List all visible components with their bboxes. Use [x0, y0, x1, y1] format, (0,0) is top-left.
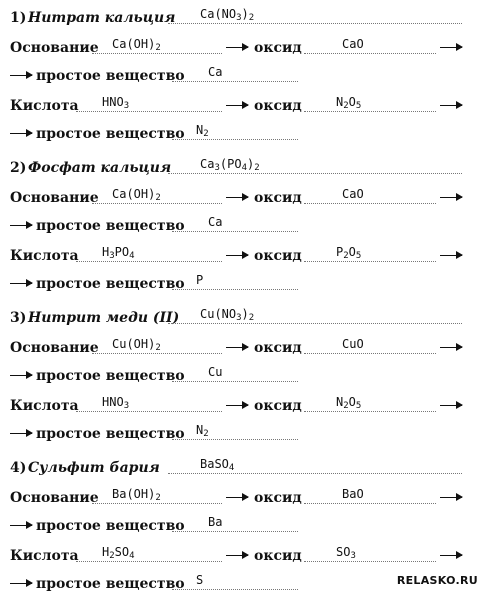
base-row — [0, 488, 484, 508]
acid-oxide-formula: $N_2O_5$ — [336, 95, 362, 111]
answer-line — [76, 411, 222, 412]
acid-row — [0, 546, 484, 566]
base-oxide-formula: CaO — [342, 37, 364, 51]
base-label: Основание — [10, 190, 99, 206]
answer-line — [304, 261, 436, 262]
acid-formula: $H_2SO_4$ — [102, 545, 135, 561]
acid-simple-formula: P — [196, 273, 204, 287]
acid-label: Кислота — [10, 248, 79, 264]
compound-name: Сульфит бария — [28, 460, 160, 476]
arrow-icon — [10, 75, 32, 76]
base-row — [0, 38, 484, 58]
base-simple-formula: Cu — [208, 365, 223, 379]
simple-substance-label: простое вещество — [36, 576, 185, 591]
arrow-icon — [440, 405, 462, 406]
simple-substance-label: простое вещество — [36, 518, 185, 534]
arrow-icon — [440, 555, 462, 556]
arrow-icon — [226, 555, 248, 556]
arrow-icon — [10, 283, 32, 284]
compound-title-row — [0, 308, 484, 328]
arrow-icon — [440, 197, 462, 198]
answer-line — [168, 473, 462, 474]
answer-line — [304, 353, 436, 354]
answer-line — [172, 139, 298, 140]
salt-formula: $Ca(NO_3)_2$ — [200, 7, 255, 23]
acid-label: Кислота — [10, 98, 79, 114]
arrow-icon — [226, 105, 248, 106]
simple-substance-label: простое вещество — [36, 126, 185, 142]
answer-line — [76, 111, 222, 112]
base-formula: $Ba(OH)_2$ — [112, 487, 161, 503]
acid-simple-row — [0, 424, 484, 444]
answer-line — [76, 561, 222, 562]
salt-formula: BaSO$_4$ — [200, 457, 235, 473]
base-oxide-formula: BaO — [342, 487, 364, 501]
base-row — [0, 338, 484, 358]
base-oxide-formula: CaO — [342, 187, 364, 201]
answer-line — [304, 411, 436, 412]
compound-name: Нитрит меди (II) — [28, 310, 180, 326]
base-oxide-formula: CuO — [342, 337, 364, 351]
answer-line — [304, 503, 436, 504]
answer-line — [172, 439, 298, 440]
acid-oxide-formula: $P_2O_5$ — [336, 245, 362, 261]
base-simple-row — [0, 516, 484, 536]
watermark-logo: RELASKO.RU — [396, 574, 478, 587]
oxide-label: оксид — [254, 548, 302, 564]
answer-line — [172, 81, 298, 82]
compound-name: Фосфат кальция — [28, 160, 172, 176]
arrow-icon — [226, 497, 248, 498]
acid-row — [0, 246, 484, 266]
answer-line — [304, 561, 436, 562]
base-formula: $Ca(OH)_2$ — [112, 187, 161, 203]
answer-line — [172, 381, 298, 382]
acid-simple-row — [0, 274, 484, 294]
acid-row — [0, 96, 484, 116]
compound-title-row — [0, 8, 484, 28]
item-number: 3) — [10, 310, 27, 326]
base-row — [0, 188, 484, 208]
item-number: 1) — [10, 10, 27, 26]
answer-line — [92, 353, 222, 354]
base-formula: $Ca(OH)_2$ — [112, 37, 161, 53]
arrow-icon — [10, 375, 32, 376]
acid-simple-formula: S — [196, 573, 204, 587]
answer-line — [304, 53, 436, 54]
arrow-icon — [10, 225, 32, 226]
answer-line — [304, 203, 436, 204]
base-simple-formula: Ba — [208, 515, 223, 529]
item-number: 2) — [10, 160, 27, 176]
base-simple-row — [0, 366, 484, 386]
salt-formula: $Ca_3(PO_4)_2$ — [200, 157, 260, 173]
arrow-icon — [440, 47, 462, 48]
answer-line — [92, 503, 222, 504]
oxide-label: оксид — [254, 248, 302, 264]
oxide-label: оксид — [254, 398, 302, 414]
acid-oxide-formula: $N_2O_5$ — [336, 395, 362, 411]
arrow-icon — [440, 497, 462, 498]
answer-line — [172, 289, 298, 290]
acid-simple-formula: $N_2$ — [196, 123, 209, 139]
arrow-icon — [226, 405, 248, 406]
compound-title-row — [0, 158, 484, 178]
base-label: Основание — [10, 40, 99, 56]
acid-row — [0, 396, 484, 416]
arrow-icon — [440, 347, 462, 348]
compound-name: Нитрат кальция — [28, 10, 176, 26]
arrow-icon — [10, 133, 32, 134]
base-label: Основание — [10, 340, 99, 356]
simple-substance-label: простое вещество — [36, 426, 185, 442]
base-formula: $Cu(OH)_2$ — [112, 337, 161, 353]
answer-line — [172, 531, 298, 532]
oxide-label: оксид — [254, 340, 302, 356]
answer-line — [168, 323, 462, 324]
answer-line — [172, 589, 298, 590]
answer-line — [92, 53, 222, 54]
arrow-icon — [440, 105, 462, 106]
acid-formula: $H_3PO_4$ — [102, 245, 135, 261]
acid-formula: $HNO_3$ — [102, 95, 130, 111]
arrow-icon — [10, 583, 32, 584]
acid-formula: $HNO_3$ — [102, 395, 130, 411]
base-simple-row — [0, 66, 484, 86]
salt-formula: $Cu(NO_3)_2$ — [200, 307, 255, 323]
oxide-label: оксид — [254, 190, 302, 206]
arrow-icon — [226, 347, 248, 348]
simple-substance-label: простое вещество — [36, 68, 185, 84]
base-simple-row — [0, 216, 484, 236]
arrow-icon — [440, 255, 462, 256]
arrow-icon — [226, 197, 248, 198]
acid-label: Кислота — [10, 548, 79, 564]
answer-line — [168, 23, 462, 24]
acid-simple-row — [0, 124, 484, 144]
base-simple-formula: Ca — [208, 65, 223, 79]
answer-line — [304, 111, 436, 112]
answer-line — [172, 231, 298, 232]
answer-line — [168, 173, 462, 174]
oxide-label: оксид — [254, 40, 302, 56]
item-number: 4) — [10, 460, 27, 476]
oxide-label: оксид — [254, 490, 302, 506]
base-simple-formula: Ca — [208, 215, 223, 229]
arrow-icon — [10, 433, 32, 434]
oxide-label: оксид — [254, 98, 302, 114]
acid-oxide-formula: $SO_3$ — [336, 545, 356, 561]
acid-simple-formula: $N_2$ — [196, 423, 209, 439]
simple-substance-label: простое вещество — [36, 276, 185, 292]
answer-line — [76, 261, 222, 262]
compound-title-row — [0, 458, 484, 478]
arrow-icon — [226, 255, 248, 256]
acid-label: Кислота — [10, 398, 79, 414]
arrow-icon — [226, 47, 248, 48]
simple-substance-label: простое вещество — [36, 218, 185, 234]
answer-line — [92, 203, 222, 204]
arrow-icon — [10, 525, 32, 526]
base-label: Основание — [10, 490, 99, 506]
simple-substance-label: простое вещество — [36, 368, 185, 384]
